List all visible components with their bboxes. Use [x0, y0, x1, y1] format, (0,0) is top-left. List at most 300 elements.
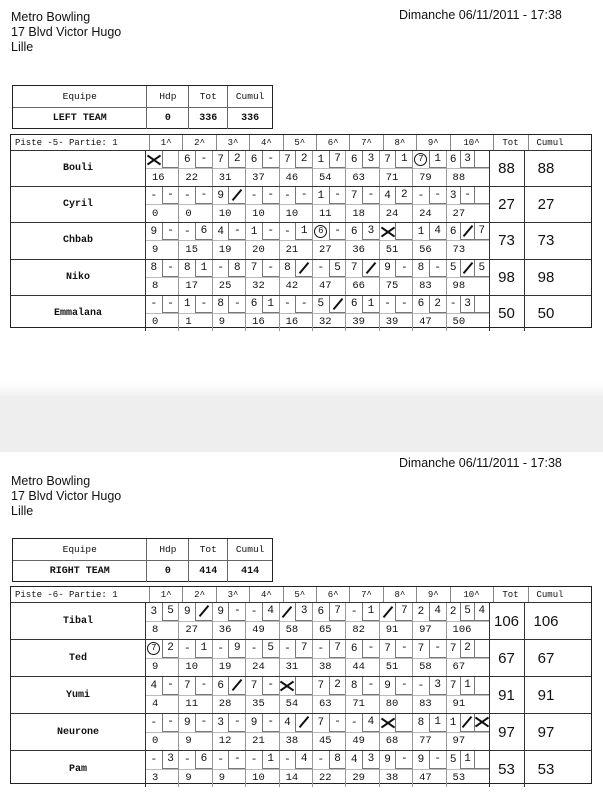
frame-cell — [346, 260, 379, 295]
team-header-cumul: Cumul — [235, 91, 265, 102]
ball-mark: - — [250, 753, 258, 766]
frame-total: 1 — [179, 313, 211, 331]
ball-mark — [474, 751, 488, 769]
ball-mark: 6 — [250, 298, 258, 311]
frame-total: 21 — [280, 240, 312, 258]
frame-balls — [213, 187, 245, 204]
ball-mark: 5 — [449, 753, 457, 766]
frame-cell — [179, 640, 212, 676]
frame-total: 22 — [313, 769, 345, 788]
frame-total: 4 — [146, 695, 178, 714]
frame-balls — [413, 714, 445, 732]
ball-mark: 9 — [183, 605, 191, 618]
ball-mark: 4 — [150, 679, 158, 692]
frame-balls — [280, 223, 312, 240]
player-cumul: 88 — [537, 160, 555, 178]
ball-mark: 2 — [295, 151, 312, 168]
frame-total: 97 — [413, 621, 445, 640]
ball-mark: 7 — [449, 679, 457, 692]
frame-balls — [413, 223, 445, 240]
ball-mark: - — [162, 223, 179, 240]
ball-mark — [228, 677, 245, 695]
ball-mark: - — [217, 262, 224, 275]
frame-total: 9 — [179, 769, 211, 788]
frame-balls — [246, 151, 278, 168]
team-cumul: 336 — [241, 113, 260, 124]
team-header-equipe: Equipe — [13, 539, 147, 560]
frame-cell — [313, 187, 346, 222]
ball-mark: - — [449, 298, 457, 311]
frame-total: 10 — [246, 769, 278, 788]
frame-balls — [246, 296, 278, 313]
player-cumul: 50 — [537, 304, 555, 322]
frame-balls — [447, 260, 489, 277]
ball-mark: 4 — [217, 225, 224, 238]
frame-balls — [346, 714, 378, 732]
ball-mark: - — [284, 642, 291, 655]
player-row — [11, 187, 591, 223]
player-frames — [146, 296, 490, 331]
frame-header: 9^ — [417, 587, 450, 602]
frame-balls — [246, 751, 278, 769]
ball-mark: - — [150, 189, 158, 202]
frame-balls — [413, 187, 445, 204]
frame-cell — [447, 677, 489, 713]
frame-total: 8 — [146, 621, 178, 640]
frame-balls — [313, 603, 345, 621]
frame-total: 68 — [380, 732, 412, 751]
player-cumul: 97 — [537, 723, 555, 741]
ball-mark — [474, 640, 488, 658]
ball-mark: 1 — [460, 677, 474, 695]
frame-cell — [179, 296, 212, 331]
ball-mark: 6 — [195, 751, 212, 769]
date-time: Dimanche 06/11/2011 - 17:38 — [399, 8, 562, 22]
ball-mark: 7 — [329, 151, 346, 168]
spare-mark-icon — [299, 716, 309, 728]
frame-balls — [380, 296, 412, 313]
frame-balls — [246, 187, 278, 204]
frame-cell — [413, 187, 446, 222]
frame-cell — [146, 677, 179, 713]
frame-balls — [447, 751, 489, 769]
frame-balls — [380, 151, 412, 168]
player-row — [11, 296, 591, 331]
frame-header: 10^ — [451, 135, 494, 150]
frame-total: 22 — [179, 168, 211, 186]
frame-total: 14 — [280, 769, 312, 788]
player-row — [11, 260, 591, 296]
frame-cell — [280, 603, 313, 639]
tot-header: Tot — [494, 587, 529, 602]
ball-mark: 4 — [474, 603, 488, 621]
ball-mark — [380, 603, 396, 621]
frame-cell — [213, 640, 246, 676]
frame-balls — [346, 187, 378, 204]
frame-total: 27 — [447, 204, 489, 222]
frame-total: 27 — [313, 240, 345, 258]
frame-header: 10^ — [451, 587, 494, 602]
ball-mark: - — [329, 714, 346, 732]
ball-mark: 7 — [284, 153, 291, 166]
frame-header: 1^ — [150, 135, 183, 150]
frame-balls — [313, 296, 345, 313]
frame-total: 9 — [179, 732, 211, 751]
spare-mark-icon — [232, 679, 242, 691]
team-tot: 414 — [189, 561, 228, 582]
frame-total: 9 — [146, 240, 178, 258]
frame-balls — [346, 677, 378, 695]
ball-mark: - — [295, 296, 312, 313]
ball-mark: 9 — [183, 716, 191, 729]
frame-balls — [380, 751, 412, 769]
ball-mark: - — [195, 151, 212, 168]
ball-mark: 3 — [362, 751, 379, 769]
ball-mark: 8 — [284, 262, 291, 275]
frame-cell — [146, 151, 179, 186]
frame-total: 82 — [346, 621, 378, 640]
frame-balls — [380, 187, 412, 204]
frame-cell — [447, 714, 489, 750]
ball-mark: - — [295, 187, 312, 204]
ball-mark: 4 — [295, 751, 312, 769]
ball-mark: 2 — [429, 296, 446, 313]
frame-header: 6^ — [317, 587, 350, 602]
ball-mark: 8 — [350, 679, 358, 692]
ball-mark: 3 — [362, 223, 379, 240]
frame-cell — [213, 151, 246, 186]
frame-balls — [179, 677, 211, 695]
ball-mark: 4 — [429, 223, 446, 240]
ball-mark: - — [195, 296, 212, 313]
frame-total: 35 — [246, 695, 278, 714]
team-tot: 336 — [189, 108, 228, 129]
frame-balls — [413, 640, 445, 658]
ball-mark: - — [195, 187, 212, 204]
frame-cell — [246, 640, 279, 676]
ball-mark: 1 — [429, 151, 446, 168]
frame-balls — [179, 187, 211, 204]
frame-total: 19 — [213, 240, 245, 258]
ball-mark: 1 — [195, 260, 212, 277]
ball-mark: 7 — [474, 223, 488, 240]
frame-header: 7^ — [350, 135, 383, 150]
ball-mark: 3 — [217, 716, 224, 729]
frame-cell — [380, 677, 413, 713]
ball-mark — [146, 640, 162, 658]
ball-mark: - — [429, 751, 446, 769]
team-header-hdp: Hdp — [147, 86, 189, 107]
frame-cell — [146, 296, 179, 331]
ball-mark: - — [162, 296, 179, 313]
ball-mark — [146, 151, 162, 168]
frame-balls — [280, 296, 312, 313]
frame-total: 98 — [447, 277, 489, 295]
spare-mark-icon — [199, 605, 209, 617]
frame-cell — [179, 603, 212, 639]
frame-balls — [213, 751, 245, 769]
frame-balls — [179, 151, 211, 168]
ball-mark: 1 — [250, 225, 258, 238]
frame-balls — [413, 151, 445, 168]
frame-header: 3^ — [217, 135, 250, 150]
strike-mark-icon — [381, 226, 395, 238]
frame-balls — [179, 260, 211, 277]
ball-mark: - — [217, 753, 224, 766]
ball-mark: 5 — [449, 262, 457, 275]
ball-mark: 1 — [417, 225, 425, 238]
ball-mark: - — [217, 642, 224, 655]
frame-total: 29 — [346, 769, 378, 788]
player-frames — [146, 260, 490, 295]
frame-cell — [146, 187, 179, 222]
frame-cell — [380, 603, 413, 639]
frame-total: 38 — [313, 658, 345, 677]
frame-cell — [346, 296, 379, 331]
ball-mark: - — [183, 225, 191, 238]
ball-mark: 7 — [350, 189, 358, 202]
ball-mark: 2 — [329, 677, 346, 695]
frame-cell — [413, 640, 446, 676]
ball-mark: 2 — [460, 640, 474, 658]
player-cumul: 106 — [533, 612, 559, 630]
player-cumul: 91 — [537, 686, 555, 704]
frame-balls — [179, 223, 211, 240]
frame-total: 88 — [447, 168, 489, 186]
ball-mark: - — [183, 753, 191, 766]
frame-cell — [280, 677, 313, 713]
frame-balls — [380, 260, 412, 277]
ball-mark — [460, 223, 474, 240]
ball-mark: 9 — [384, 262, 391, 275]
ball-mark: - — [417, 679, 425, 692]
strike-mark-icon — [280, 680, 294, 692]
ball-mark: 9 — [384, 679, 391, 692]
frame-balls — [213, 603, 245, 621]
ball-mark: 6 — [350, 153, 358, 166]
frame-total: 79 — [413, 168, 445, 186]
frame-total: 0 — [146, 732, 178, 751]
frame-cell — [313, 751, 346, 787]
venue-block — [11, 474, 121, 519]
player-row — [11, 677, 591, 714]
ball-mark: 5 — [262, 640, 279, 658]
ball-mark: 5 — [329, 260, 346, 277]
strike-mark-icon — [381, 717, 395, 729]
ball-mark: 7 — [329, 640, 346, 658]
player-name: Niko — [11, 260, 146, 295]
frame-balls — [280, 260, 312, 277]
frame-header: 2^ — [183, 135, 216, 150]
frame-cell — [146, 714, 179, 750]
ball-mark — [380, 714, 396, 732]
ball-mark — [162, 151, 179, 168]
spare-mark-icon — [366, 262, 376, 274]
frame-balls — [313, 677, 345, 695]
frame-total: 45 — [313, 732, 345, 751]
frame-total: 36 — [346, 240, 378, 258]
frame-balls — [313, 640, 345, 658]
ball-mark: 8 — [150, 262, 158, 275]
frame-cell — [146, 603, 179, 639]
strike-mark-icon — [147, 154, 161, 166]
frame-total: 36 — [213, 621, 245, 640]
frame-cell — [413, 677, 446, 713]
frame-total: 38 — [380, 769, 412, 788]
frame-balls — [213, 223, 245, 240]
frame-balls — [179, 751, 211, 769]
ball-mark: 7 — [250, 679, 258, 692]
team-header-tot: Tot — [189, 86, 228, 107]
frame-cell — [380, 151, 413, 186]
frame-balls — [313, 151, 345, 168]
frame-total: 8 — [146, 277, 178, 295]
ball-mark: 2 — [395, 187, 412, 204]
frame-cell — [246, 296, 279, 331]
ball-mark: - — [395, 640, 412, 658]
frame-cell — [280, 223, 313, 258]
ball-mark: 6 — [217, 679, 224, 692]
frame-cell — [246, 151, 279, 186]
frame-header: 4^ — [250, 587, 283, 602]
frame-total: 27 — [179, 621, 211, 640]
venue-name: Metro Bowling — [11, 10, 91, 24]
frame-total: 37 — [246, 168, 278, 186]
player-tot: 91 — [490, 677, 525, 713]
frame-total: 56 — [413, 240, 445, 258]
frame-balls — [280, 714, 312, 732]
ball-mark: - — [228, 751, 245, 769]
frame-total: 65 — [313, 621, 345, 640]
frame-cell — [246, 260, 279, 295]
ball-mark: - — [317, 262, 325, 275]
ball-mark: 4 — [429, 603, 446, 621]
frame-cell — [346, 187, 379, 222]
frame-cell — [213, 187, 246, 222]
frame-balls — [179, 714, 211, 732]
frame-total: 46 — [280, 168, 312, 186]
frame-total: 106 — [447, 621, 489, 640]
ball-mark: - — [183, 189, 191, 202]
frame-total: 63 — [313, 695, 345, 714]
scoresheet — [10, 586, 592, 784]
ball-mark: - — [329, 187, 346, 204]
ball-mark: 1 — [262, 751, 279, 769]
ball-mark: 6 — [449, 225, 457, 238]
ball-mark: - — [429, 187, 446, 204]
frame-cell — [346, 603, 379, 639]
frame-balls — [413, 751, 445, 769]
frame-balls — [447, 677, 489, 695]
frame-total: 58 — [280, 621, 312, 640]
player-tot: 67 — [490, 640, 525, 676]
frame-cell — [280, 151, 313, 186]
ball-mark — [195, 603, 212, 621]
spare-mark-icon — [299, 262, 309, 274]
frame-balls — [346, 751, 378, 769]
ball-mark: 3 — [429, 677, 446, 695]
frame-cell — [346, 677, 379, 713]
team-header-equipe: Equipe — [13, 86, 147, 107]
player-name: Ted — [11, 640, 146, 676]
tot-header: Tot — [494, 135, 529, 150]
frame-cell — [313, 677, 346, 713]
player-tot: 50 — [490, 296, 525, 331]
ball-mark: 7 — [395, 603, 412, 621]
ball-mark: - — [228, 296, 245, 313]
frame-total: 32 — [246, 277, 278, 295]
ball-mark — [295, 714, 312, 732]
ball-mark: - — [350, 716, 358, 729]
team-name: LEFT TEAM — [13, 108, 147, 129]
ball-mark: 6 — [195, 223, 212, 240]
frame-balls — [179, 640, 211, 658]
team-summary-table — [12, 538, 273, 582]
ball-mark: 4 — [384, 189, 391, 202]
frame-balls — [213, 714, 245, 732]
frame-header: 8^ — [384, 587, 417, 602]
player-name: Neurone — [11, 714, 146, 750]
frame-balls — [447, 223, 489, 240]
frame-cell — [346, 714, 379, 750]
player-frames — [146, 151, 490, 186]
ball-mark: 2 — [228, 151, 245, 168]
ball-mark: 1 — [317, 153, 325, 166]
team-hdp: 0 — [147, 561, 189, 582]
frame-total: 17 — [179, 277, 211, 295]
frame-balls — [313, 714, 345, 732]
ball-mark: - — [162, 187, 179, 204]
player-name: Pam — [11, 751, 146, 787]
team-hdp: 0 — [147, 108, 189, 129]
venue-city: Lille — [11, 504, 34, 518]
frame-total: 31 — [280, 658, 312, 677]
frame-total: 50 — [447, 313, 489, 331]
ball-mark: 7 — [317, 716, 325, 729]
frame-balls — [447, 640, 489, 658]
ball-mark: 7 — [417, 642, 425, 655]
frame-total: 10 — [179, 658, 211, 677]
split-circle-icon: 6 — [314, 225, 327, 238]
frame-total: 10 — [280, 204, 312, 222]
ball-mark: - — [150, 753, 158, 766]
ball-mark: - — [395, 296, 412, 313]
frame-total: 9 — [213, 313, 245, 331]
ball-mark: 6 — [417, 298, 425, 311]
frame-balls — [280, 603, 312, 621]
frame-cell — [447, 603, 489, 639]
frame-cell — [346, 751, 379, 787]
frame-balls — [146, 151, 178, 168]
ball-mark: 7 — [449, 642, 457, 655]
ball-mark: 6 — [350, 298, 358, 311]
frame-balls — [146, 187, 178, 204]
ball-mark: 9 — [384, 753, 391, 766]
frame-balls — [380, 223, 412, 240]
frame-balls — [313, 260, 345, 277]
frame-cell — [313, 714, 346, 750]
ball-mark: - — [183, 642, 191, 655]
ball-mark — [295, 677, 312, 695]
ball-mark: 1 — [362, 296, 379, 313]
ball-mark: 7 — [217, 153, 224, 166]
ball-mark: 7 — [384, 153, 391, 166]
frame-balls — [146, 751, 178, 769]
strike-mark-icon — [475, 716, 489, 728]
frame-cell — [346, 640, 379, 676]
ball-mark — [228, 187, 245, 204]
ball-mark: 7 — [250, 262, 258, 275]
